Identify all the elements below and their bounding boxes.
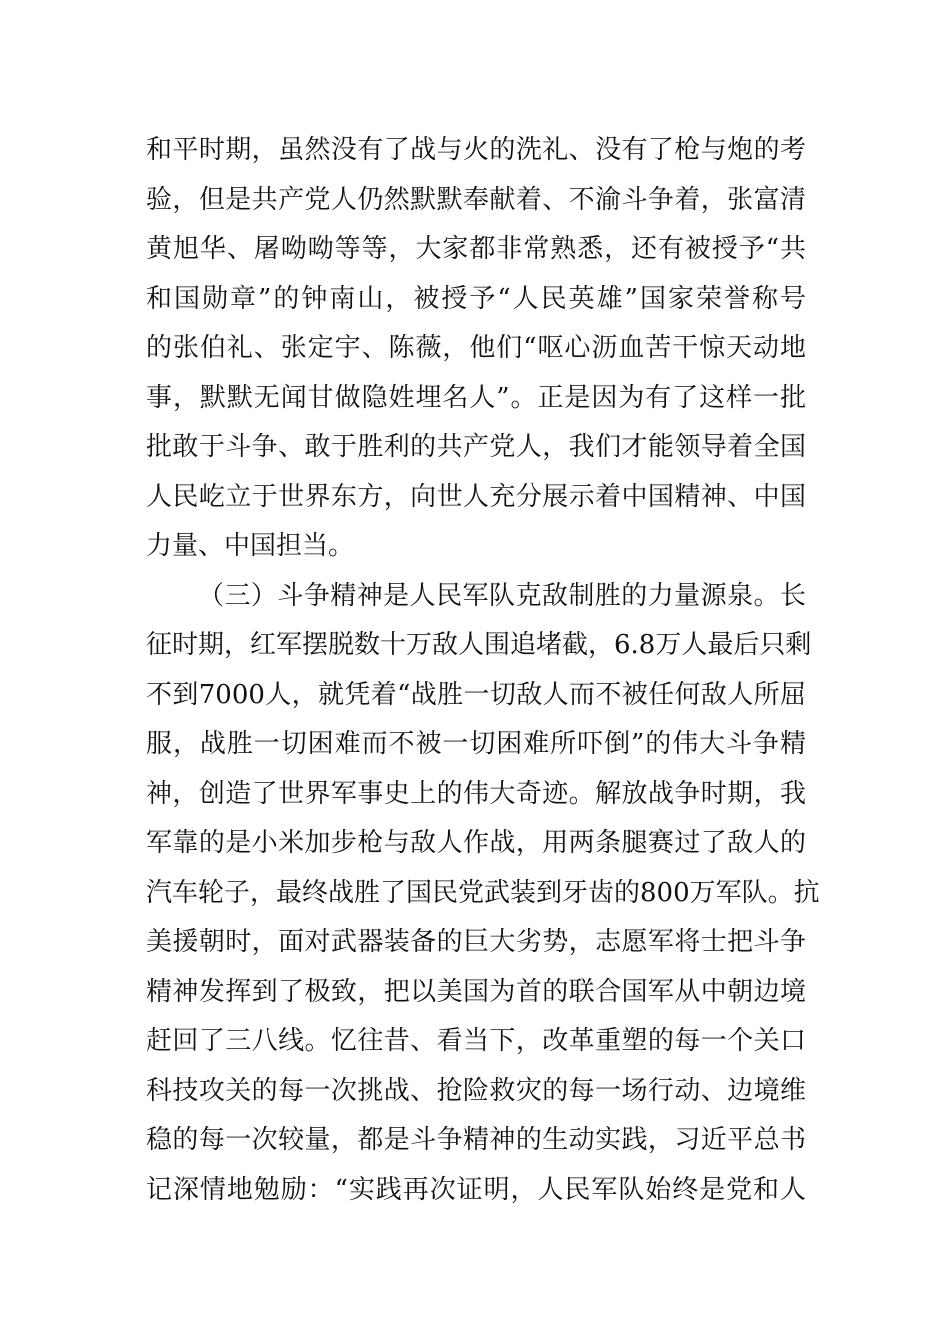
text-line: 和平时期，虽然没有了战与火的洗礼、没有了枪与炮的考 (146, 135, 806, 165)
text-line: 黄旭华、屠呦呦等等，大家都非常熟悉，还有被授予“共 (146, 234, 806, 264)
text-line: 力量、中国担当。 (146, 531, 355, 561)
text-line: 不到7000人，就凭着“战胜一切敌人而不被任何敌人所屈 (146, 679, 806, 710)
body-text (146, 126, 820, 1215)
text-line: 事，默默无闻甘做隐姓埋名人”。正是因为有了这样一批 (146, 382, 806, 413)
text-line: 汽车轮子，最终战胜了国民党武装到牙齿的800万军队。抗 (146, 877, 820, 908)
text-line: 神，创造了世界军事史上的伟大奇迹。解放战争时期，我 (146, 778, 806, 809)
text-line: 服，战胜一切困难而不被一切困难所吓倒”的伟大斗争精 (146, 729, 806, 759)
text-line: 精神发挥到了极致，把以美国为首的联合国军从中朝边境 (146, 976, 806, 1007)
section-heading-line: （三）斗争精神是人民军队克敌制胜的力量源泉。长 (198, 580, 806, 611)
text-line: 稳的每一次较量，都是斗争精神的生动实践，习近平总书 (146, 1125, 806, 1155)
text-line: 的张伯礼、张定宇、陈薇，他们“呕心沥血苦干惊天动地 (146, 333, 806, 363)
text-line: 人民屹立于世界东方，向世人充分展示着中国精神、中国 (146, 481, 806, 512)
text-line: 征时期，红军摆脱数十万敌人围追堵截，6.8万人最后只剩 (146, 630, 812, 660)
text-line: 记深情地勉励：“实践再次证明，人民军队始终是党和人 (146, 1174, 806, 1205)
text-line: 验，但是共产党人仍然默默奉献着、不渝斗争着，张富清 (146, 184, 806, 215)
text-line: 和国勋章”的钟南山，被授予“人民英雄”国家荣誉称号 (146, 283, 806, 314)
text-line: 军靠的是小米加步枪与敌人作战，用两条腿赛过了敌人的 (146, 828, 806, 858)
text-line: 科技攻关的每一次挑战、抢险救灾的每一场行动、边境维 (146, 1075, 806, 1106)
text-line: 赶回了三八线。忆往昔、看当下，改革重塑的每一个关口 (146, 1026, 806, 1056)
text-line: 美援朝时，面对武器装备的巨大劣势，志愿军将士把斗争 (146, 927, 806, 957)
text-line: 批敢于斗争、敢于胜利的共产党人，我们才能领导着全国 (146, 432, 806, 462)
